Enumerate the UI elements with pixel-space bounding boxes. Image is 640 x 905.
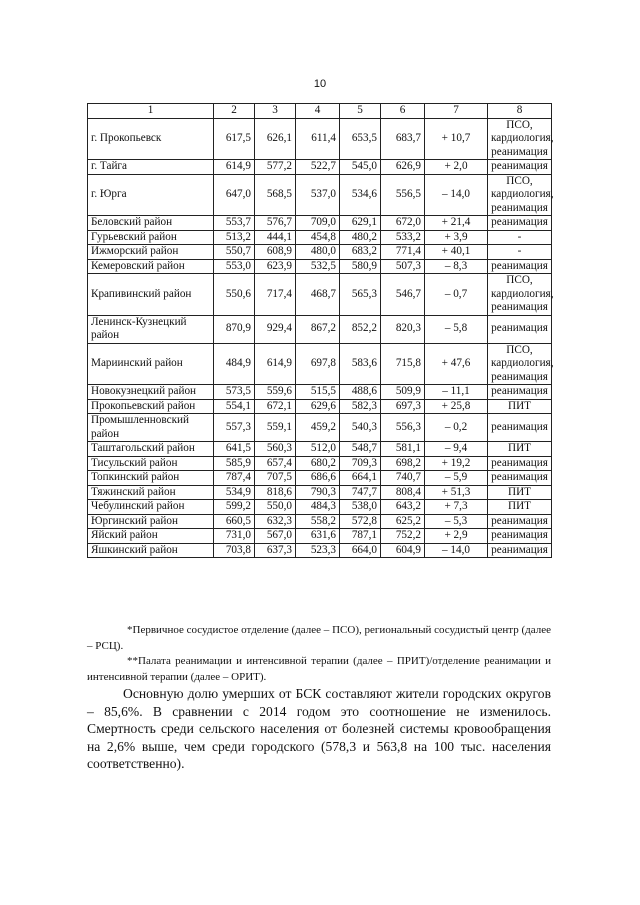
value-cell: 731,0 bbox=[214, 529, 255, 544]
value-cell: 567,0 bbox=[255, 529, 296, 544]
value-cell: 548,7 bbox=[340, 442, 381, 457]
value-cell: 534,6 bbox=[340, 174, 381, 216]
change-cell: + 51,3 bbox=[425, 485, 488, 500]
page-number: 10 bbox=[313, 78, 327, 90]
service-cell: реанимация bbox=[488, 456, 552, 471]
change-cell: + 19,2 bbox=[425, 456, 488, 471]
value-cell: 625,2 bbox=[381, 514, 425, 529]
change-cell: – 14,0 bbox=[425, 543, 488, 558]
row-name-cell: Новокузнецкий район bbox=[88, 385, 214, 400]
value-cell: 870,9 bbox=[214, 315, 255, 343]
body-paragraph-container bbox=[87, 685, 551, 773]
value-cell: 576,7 bbox=[255, 216, 296, 231]
service-cell: реанимация bbox=[488, 529, 552, 544]
service-cell: - bbox=[488, 230, 552, 245]
row-name-cell: Чебулинский район bbox=[88, 500, 214, 515]
value-cell: 867,2 bbox=[296, 315, 340, 343]
value-cell: 820,3 bbox=[381, 315, 425, 343]
value-cell: 608,9 bbox=[255, 245, 296, 260]
table-row bbox=[88, 118, 552, 160]
value-cell: 717,4 bbox=[255, 274, 296, 316]
table-row bbox=[88, 216, 552, 231]
table-row bbox=[88, 399, 552, 414]
value-cell: 484,9 bbox=[214, 343, 255, 385]
value-cell: 507,3 bbox=[381, 259, 425, 274]
value-cell: 626,1 bbox=[255, 118, 296, 160]
table-row bbox=[88, 529, 552, 544]
change-cell: + 40,1 bbox=[425, 245, 488, 260]
value-cell: 683,2 bbox=[340, 245, 381, 260]
row-name-cell: Беловский район bbox=[88, 216, 214, 231]
footnote-pso: *Первичное сосудистое отделение (далее – ПСО), региональный сосудистый центр (далее – РСЦ). bbox=[87, 624, 551, 652]
value-cell: 513,2 bbox=[214, 230, 255, 245]
value-cell: 664,1 bbox=[340, 471, 381, 486]
service-cell: реанимация bbox=[488, 216, 552, 231]
value-cell: 550,0 bbox=[255, 500, 296, 515]
table-row bbox=[88, 160, 552, 175]
footnotes bbox=[87, 623, 551, 685]
column-header: 8 bbox=[488, 104, 552, 119]
value-cell: 707,5 bbox=[255, 471, 296, 486]
change-cell: + 3,9 bbox=[425, 230, 488, 245]
value-cell: 577,2 bbox=[255, 160, 296, 175]
change-cell: + 21,4 bbox=[425, 216, 488, 231]
value-cell: 444,1 bbox=[255, 230, 296, 245]
value-cell: 468,7 bbox=[296, 274, 340, 316]
change-cell: – 8,3 bbox=[425, 259, 488, 274]
value-cell: 512,0 bbox=[296, 442, 340, 457]
value-cell: 697,8 bbox=[296, 343, 340, 385]
service-cell: - bbox=[488, 245, 552, 260]
value-cell: 522,7 bbox=[296, 160, 340, 175]
column-header: 2 bbox=[214, 104, 255, 119]
table-row bbox=[88, 315, 552, 343]
value-cell: 660,5 bbox=[214, 514, 255, 529]
value-cell: 553,0 bbox=[214, 259, 255, 274]
change-cell: – 9,4 bbox=[425, 442, 488, 457]
value-cell: 545,0 bbox=[340, 160, 381, 175]
row-name-cell: Кемеровский район bbox=[88, 259, 214, 274]
service-cell: реанимация bbox=[488, 160, 552, 175]
table-row bbox=[88, 514, 552, 529]
value-cell: 626,9 bbox=[381, 160, 425, 175]
change-cell: – 0,7 bbox=[425, 274, 488, 316]
value-cell: 488,6 bbox=[340, 385, 381, 400]
value-cell: 572,8 bbox=[340, 514, 381, 529]
value-cell: 480,0 bbox=[296, 245, 340, 260]
value-cell: 672,0 bbox=[381, 216, 425, 231]
table-row bbox=[88, 414, 552, 442]
value-cell: 787,4 bbox=[214, 471, 255, 486]
service-cell: реанимация bbox=[488, 315, 552, 343]
value-cell: 852,2 bbox=[340, 315, 381, 343]
value-cell: 557,3 bbox=[214, 414, 255, 442]
value-cell: 740,7 bbox=[381, 471, 425, 486]
value-cell: 534,9 bbox=[214, 485, 255, 500]
table-row bbox=[88, 385, 552, 400]
column-header: 3 bbox=[255, 104, 296, 119]
service-cell: реанимация bbox=[488, 259, 552, 274]
value-cell: 614,9 bbox=[255, 343, 296, 385]
value-cell: 509,9 bbox=[381, 385, 425, 400]
table-row bbox=[88, 343, 552, 385]
footnote-prit: **Палата реанимации и интенсивной терапии (далее – ПРИТ)/отделение реанимации и интенсивной терапии (далее – ОРИТ). bbox=[87, 655, 551, 683]
value-cell: 546,7 bbox=[381, 274, 425, 316]
row-name-cell: Яшкинский район bbox=[88, 543, 214, 558]
row-name-cell: Прокопьевский район bbox=[88, 399, 214, 414]
value-cell: 540,3 bbox=[340, 414, 381, 442]
service-cell: ПИТ bbox=[488, 399, 552, 414]
change-cell: – 5,8 bbox=[425, 315, 488, 343]
value-cell: 631,6 bbox=[296, 529, 340, 544]
value-cell: 653,5 bbox=[340, 118, 381, 160]
value-cell: 790,3 bbox=[296, 485, 340, 500]
table-row bbox=[88, 259, 552, 274]
value-cell: 664,0 bbox=[340, 543, 381, 558]
row-name-cell: г. Юрга bbox=[88, 174, 214, 216]
value-cell: 604,9 bbox=[381, 543, 425, 558]
table-row bbox=[88, 245, 552, 260]
value-cell: 929,4 bbox=[255, 315, 296, 343]
column-header: 4 bbox=[296, 104, 340, 119]
value-cell: 556,5 bbox=[381, 174, 425, 216]
change-cell: – 11,1 bbox=[425, 385, 488, 400]
row-name-cell: Промышленновский район bbox=[88, 414, 214, 442]
value-cell: 614,9 bbox=[214, 160, 255, 175]
row-name-cell: Яйский район bbox=[88, 529, 214, 544]
value-cell: 623,9 bbox=[255, 259, 296, 274]
value-cell: 637,3 bbox=[255, 543, 296, 558]
value-cell: 559,6 bbox=[255, 385, 296, 400]
value-cell: 560,3 bbox=[255, 442, 296, 457]
value-cell: 484,3 bbox=[296, 500, 340, 515]
service-cell: реанимация bbox=[488, 543, 552, 558]
service-cell: ПИТ bbox=[488, 500, 552, 515]
change-cell: – 0,2 bbox=[425, 414, 488, 442]
table-row bbox=[88, 471, 552, 486]
table-body bbox=[88, 118, 552, 558]
value-cell: 752,2 bbox=[381, 529, 425, 544]
table-row bbox=[88, 230, 552, 245]
table-row bbox=[88, 442, 552, 457]
value-cell: 523,3 bbox=[296, 543, 340, 558]
value-cell: 459,2 bbox=[296, 414, 340, 442]
value-cell: 747,7 bbox=[340, 485, 381, 500]
value-cell: 632,3 bbox=[255, 514, 296, 529]
change-cell: + 2,9 bbox=[425, 529, 488, 544]
row-name-cell: Тисульский район bbox=[88, 456, 214, 471]
change-cell: – 5,3 bbox=[425, 514, 488, 529]
value-cell: 550,6 bbox=[214, 274, 255, 316]
value-cell: 680,2 bbox=[296, 456, 340, 471]
row-name-cell: Тяжинский район bbox=[88, 485, 214, 500]
row-name-cell: г. Прокопьевск bbox=[88, 118, 214, 160]
row-name-cell: Таштагольский район bbox=[88, 442, 214, 457]
table-row bbox=[88, 543, 552, 558]
value-cell: 641,5 bbox=[214, 442, 255, 457]
value-cell: 565,3 bbox=[340, 274, 381, 316]
table-header bbox=[88, 104, 552, 119]
value-cell: 550,7 bbox=[214, 245, 255, 260]
value-cell: 787,1 bbox=[340, 529, 381, 544]
service-cell: ПСО, кардиология, реанимация bbox=[488, 174, 552, 216]
service-cell: ПИТ bbox=[488, 485, 552, 500]
value-cell: 533,2 bbox=[381, 230, 425, 245]
row-name-cell: г. Тайга bbox=[88, 160, 214, 175]
value-cell: 771,4 bbox=[381, 245, 425, 260]
value-cell: 683,7 bbox=[381, 118, 425, 160]
service-cell: реанимация bbox=[488, 514, 552, 529]
change-cell: – 14,0 bbox=[425, 174, 488, 216]
value-cell: 583,6 bbox=[340, 343, 381, 385]
row-name-cell: Топкинский район bbox=[88, 471, 214, 486]
change-cell: – 5,9 bbox=[425, 471, 488, 486]
change-cell: + 10,7 bbox=[425, 118, 488, 160]
value-cell: 585,9 bbox=[214, 456, 255, 471]
table-row bbox=[88, 485, 552, 500]
value-cell: 629,6 bbox=[296, 399, 340, 414]
change-cell: + 2,0 bbox=[425, 160, 488, 175]
value-cell: 454,8 bbox=[296, 230, 340, 245]
row-name-cell: Юргинский район bbox=[88, 514, 214, 529]
change-cell: + 47,6 bbox=[425, 343, 488, 385]
value-cell: 647,0 bbox=[214, 174, 255, 216]
value-cell: 672,1 bbox=[255, 399, 296, 414]
row-name-cell: Мариинский район bbox=[88, 343, 214, 385]
value-cell: 532,5 bbox=[296, 259, 340, 274]
value-cell: 709,3 bbox=[340, 456, 381, 471]
value-cell: 553,7 bbox=[214, 216, 255, 231]
body-paragraph: Основную долю умерших от БСК составляют жители городских округов – 85,6%. В сравнении с 2014 годом это соотношение не изменилось. Смертность среди сельского населения от болезней системы кровообращения на 2,6% выше, чем среди городского (578,3 и 563,8 на 100 тыс. населения соответственно). bbox=[87, 686, 551, 771]
value-cell: 709,0 bbox=[296, 216, 340, 231]
row-name-cell: Крапивинский район bbox=[88, 274, 214, 316]
table-row bbox=[88, 274, 552, 316]
value-cell: 538,0 bbox=[340, 500, 381, 515]
row-name-cell: Ижморский район bbox=[88, 245, 214, 260]
change-cell: + 25,8 bbox=[425, 399, 488, 414]
header-row bbox=[88, 104, 552, 119]
value-cell: 568,5 bbox=[255, 174, 296, 216]
change-cell: + 7,3 bbox=[425, 500, 488, 515]
value-cell: 559,1 bbox=[255, 414, 296, 442]
value-cell: 697,3 bbox=[381, 399, 425, 414]
table-row bbox=[88, 456, 552, 471]
service-cell: ПСО, кардиология, реанимация bbox=[488, 274, 552, 316]
row-name-cell: Гурьевский район bbox=[88, 230, 214, 245]
service-cell: реанимация bbox=[488, 414, 552, 442]
value-cell: 808,4 bbox=[381, 485, 425, 500]
value-cell: 657,4 bbox=[255, 456, 296, 471]
value-cell: 611,4 bbox=[296, 118, 340, 160]
service-cell: ПИТ bbox=[488, 442, 552, 457]
value-cell: 715,8 bbox=[381, 343, 425, 385]
value-cell: 554,1 bbox=[214, 399, 255, 414]
value-cell: 556,3 bbox=[381, 414, 425, 442]
column-header: 7 bbox=[425, 104, 488, 119]
service-cell: ПСО, кардиология, реанимация bbox=[488, 118, 552, 160]
value-cell: 686,6 bbox=[296, 471, 340, 486]
value-cell: 515,5 bbox=[296, 385, 340, 400]
value-cell: 643,2 bbox=[381, 500, 425, 515]
value-cell: 617,5 bbox=[214, 118, 255, 160]
value-cell: 537,0 bbox=[296, 174, 340, 216]
value-cell: 573,5 bbox=[214, 385, 255, 400]
value-cell: 599,2 bbox=[214, 500, 255, 515]
column-header: 5 bbox=[340, 104, 381, 119]
row-name-cell: Ленинск-Кузнецкий район bbox=[88, 315, 214, 343]
value-cell: 703,8 bbox=[214, 543, 255, 558]
table-row bbox=[88, 174, 552, 216]
value-cell: 629,1 bbox=[340, 216, 381, 231]
value-cell: 480,2 bbox=[340, 230, 381, 245]
value-cell: 818,6 bbox=[255, 485, 296, 500]
service-cell: реанимация bbox=[488, 385, 552, 400]
value-cell: 558,2 bbox=[296, 514, 340, 529]
value-cell: 698,2 bbox=[381, 456, 425, 471]
value-cell: 582,3 bbox=[340, 399, 381, 414]
service-cell: ПСО, кардиология, реанимация bbox=[488, 343, 552, 385]
service-cell: реанимация bbox=[488, 471, 552, 486]
data-table bbox=[87, 103, 552, 558]
value-cell: 581,1 bbox=[381, 442, 425, 457]
column-header: 1 bbox=[88, 104, 214, 119]
table-row bbox=[88, 500, 552, 515]
value-cell: 580,9 bbox=[340, 259, 381, 274]
column-header: 6 bbox=[381, 104, 425, 119]
